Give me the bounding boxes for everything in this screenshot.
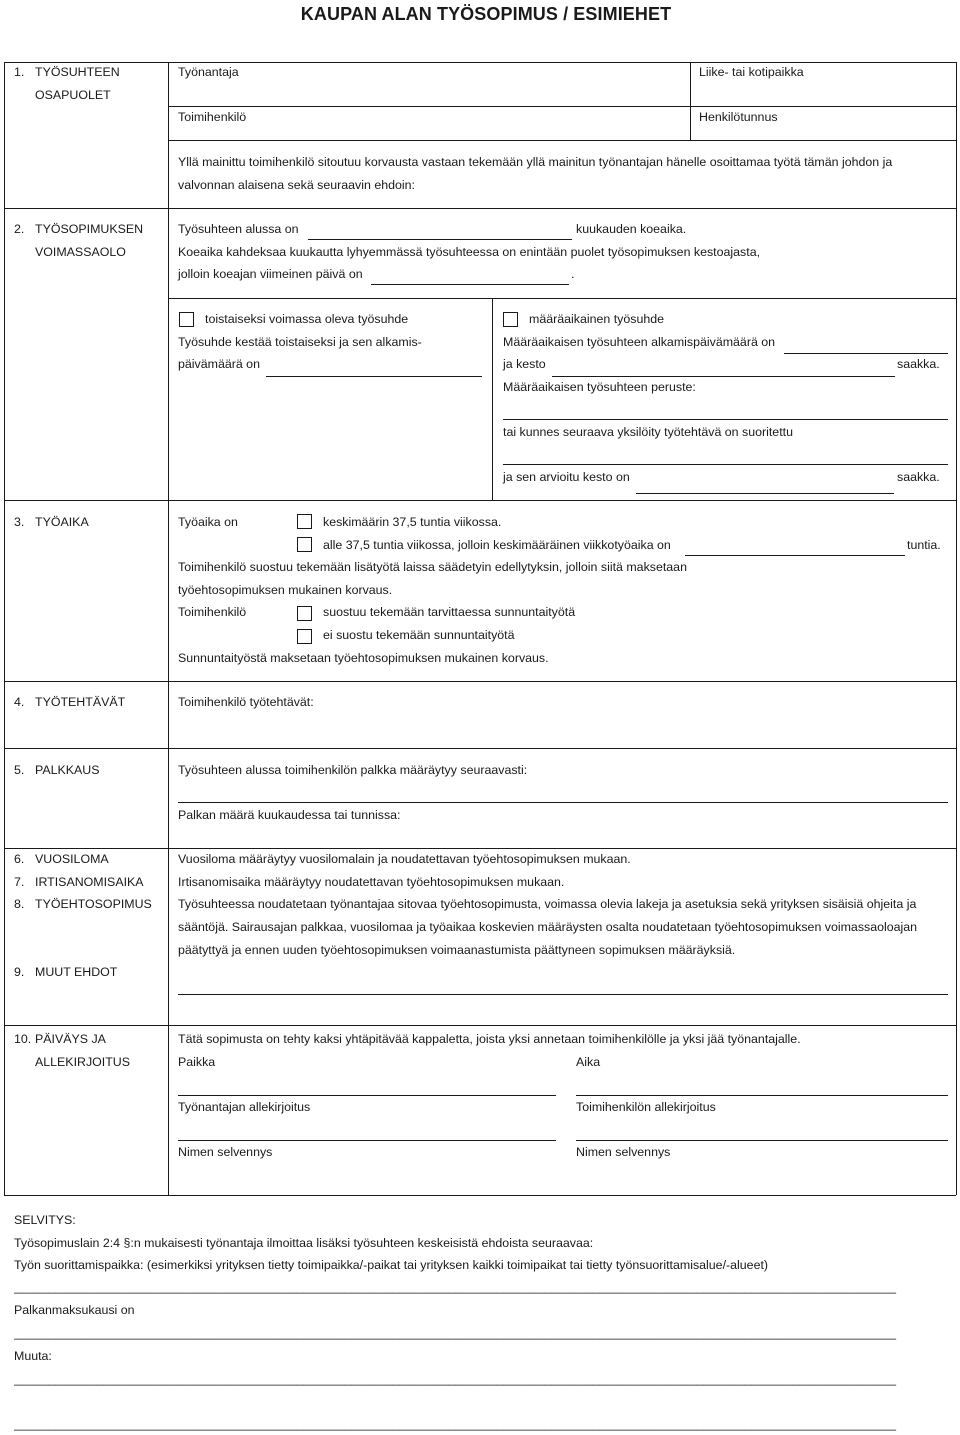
- section-heading: TYÖSOPIMUKSEN: [35, 222, 144, 236]
- sunday-work-no-label: ei suostu tekemään sunnuntaityötä: [323, 628, 515, 642]
- fixed-start-label: Määräaikaisen työsuhteen alkamispäivämäärä on: [503, 335, 776, 349]
- employee-field[interactable]: [169, 124, 689, 139]
- section-divider: [4, 748, 956, 749]
- party-divider: [168, 106, 956, 107]
- full-time-label: keskimäärin 37,5 tuntia viikossa.: [323, 515, 502, 529]
- permanent-text: päivämäärä on: [178, 357, 260, 371]
- period: .: [571, 267, 575, 281]
- overtime-text: työehtosopimuksen mukainen korvaus.: [178, 583, 393, 597]
- permanent-text: Työsuhde kestää toistaiseksi ja sen alkamis-: [178, 335, 422, 349]
- section-number: 1.: [14, 65, 25, 79]
- section-divider: [4, 1025, 956, 1026]
- place-field[interactable]: [178, 1095, 556, 1096]
- estimated-duration-label: ja sen arvioitu kesto on: [503, 470, 630, 484]
- section-heading: ALLEKIRJOITUS: [35, 1055, 131, 1069]
- employee-label: Toimihenkilö: [178, 110, 247, 124]
- section-heading: PALKKAUS: [35, 763, 100, 777]
- document-title: KAUPAN ALAN TYÖSOPIMUS / ESIMIEHET: [300, 4, 672, 24]
- part-time-checkbox[interactable]: [297, 537, 312, 552]
- agreement-text: Työsuhteessa noudatetaan työnantajaa sitovaa työehtosopimusta, voimassa olevia lakeja ja asetuksia sekä yrityksen sisäisiä ohjeita ja: [178, 897, 917, 911]
- time-label: Aika: [576, 1055, 601, 1069]
- copies-text: Tätä sopimusta on tehty kaksi yhtäpitävää kappaletta, joista yksi annetaan toimihenkilölle ja yksi jää työnantajalle.: [178, 1032, 801, 1046]
- other-label: Muuta:: [14, 1349, 52, 1363]
- table-right-border: [956, 62, 957, 1195]
- annual-leave-text: Vuosiloma määräytyy vuosilomalain ja noudatettavan työehtosopimuksen mukaan.: [178, 852, 631, 866]
- employer-name-label: Nimen selvennys: [178, 1145, 273, 1159]
- section-heading: TYÖTEHTÄVÄT: [35, 695, 126, 709]
- task-field[interactable]: [503, 464, 948, 465]
- table-top-border: [4, 62, 956, 63]
- section-heading: PÄIVÄYS JA: [35, 1032, 106, 1046]
- duties-field[interactable]: [178, 712, 948, 746]
- hours-unit: tuntia.: [907, 538, 941, 552]
- id-code-field[interactable]: [691, 124, 955, 139]
- section-number: 8.: [14, 897, 25, 911]
- section-heading: TYÖSUHTEEN: [35, 65, 120, 79]
- employee-signature-field[interactable]: [576, 1140, 948, 1141]
- trial-period-text: kuukauden koeaika.: [576, 222, 687, 236]
- fixed-duration-field[interactable]: [552, 376, 895, 377]
- fixed-reason-label: Määräaikaisen työsuhteen peruste:: [503, 380, 696, 394]
- section-number: 9.: [14, 965, 25, 979]
- section-number: 2.: [14, 222, 25, 236]
- duties-label: Toimihenkilö työtehtävät:: [178, 695, 314, 709]
- section-number: 6.: [14, 852, 25, 866]
- section-heading: MUUT EHDOT: [35, 965, 118, 979]
- section-heading: TYÖEHTOSOPIMUS: [35, 897, 152, 911]
- section-divider: [4, 500, 956, 501]
- permanent-start-date-field[interactable]: [266, 376, 482, 377]
- fixed-start-date-field[interactable]: [784, 353, 948, 354]
- trial-months-field[interactable]: [308, 239, 572, 240]
- pay-text: Työsuhteen alussa toimihenkilön palkka määräytyy seuraavasti:: [178, 763, 528, 777]
- sunday-pay-text: Sunnuntaityöstä maksetaan työehtosopimuksen mukainen korvaus.: [178, 651, 549, 665]
- explanation-text: Työsopimuslain 2:4 §:n mukaisesti työnantaja ilmoittaa lisäksi työsuhteen keskeisistä ehdoista seuraavaa:: [14, 1236, 594, 1250]
- section-heading: IRTISANOMISAIKA: [35, 875, 144, 889]
- workplace-field[interactable]: ________________________________________________________________________________________________________________________________: [14, 1280, 897, 1294]
- contract-type-divider: [168, 298, 956, 299]
- section-divider: [4, 681, 956, 682]
- other-terms-field[interactable]: [178, 994, 948, 995]
- other-field[interactable]: ________________________________________________________________________________________________________________________________: [14, 1372, 897, 1386]
- intro-paragraph: valvonnan alaisena sekä seuraavin ehdoin:: [178, 178, 415, 192]
- full-time-checkbox[interactable]: [297, 514, 312, 529]
- fixed-reason-field[interactable]: [503, 419, 948, 420]
- pay-period-label: Palkanmaksukausi on: [14, 1303, 135, 1317]
- employee-label: Toimihenkilö: [178, 605, 247, 619]
- section-heading: VUOSILOMA: [35, 852, 109, 866]
- place-label: Paikka: [178, 1055, 216, 1069]
- section-number: 4.: [14, 695, 25, 709]
- hours-label: Työaika on: [178, 515, 238, 529]
- trial-last-day-label: jolloin koeajan viimeinen päivä on: [178, 267, 363, 281]
- section-heading: VOIMASSAOLO: [35, 245, 126, 259]
- permanent-checkbox[interactable]: [179, 312, 194, 327]
- sunday-work-yes-label: suostuu tekemään tarvittaessa sunnuntaityötä: [323, 605, 576, 619]
- pay-period-field[interactable]: ________________________________________________________________________________________________________________________________: [14, 1326, 897, 1340]
- section-number: 7.: [14, 875, 25, 889]
- contract-type-column-divider: [492, 298, 493, 500]
- fixed-term-checkbox[interactable]: [503, 312, 518, 327]
- employer-signature-label: Työnantajan allekirjoitus: [178, 1100, 311, 1114]
- employer-label: Työnantaja: [178, 65, 239, 79]
- task-done-text: tai kunnes seuraava yksilöity työtehtävä on suoritettu: [503, 425, 793, 439]
- time-field[interactable]: [576, 1095, 948, 1096]
- agreement-text: päätyttyä ja ennen uuden työehtosopimuksen voimaanastumista päättyneen sopimuksen määräyksiä.: [178, 943, 736, 957]
- trial-last-day-field[interactable]: [371, 284, 569, 285]
- section-number: 3.: [14, 515, 25, 529]
- permanent-label: toistaiseksi voimassa oleva työsuhde: [205, 312, 409, 326]
- notice-period-text: Irtisanomisaika määräytyy noudatettavan työehtosopimuksen mukaan.: [178, 875, 565, 889]
- section-heading: OSAPUOLET: [35, 88, 111, 102]
- pay-amount-label: Palkan määrä kuukaudessa tai tunnissa:: [178, 808, 401, 822]
- part-time-label: alle 37,5 tuntia viikossa, jolloin keskimääräinen viikkotyöaika on: [323, 538, 671, 552]
- employee-name-label: Nimen selvennys: [576, 1145, 671, 1159]
- table-bottom-border: [4, 1195, 956, 1196]
- fixed-duration-label: ja kesto: [503, 357, 546, 371]
- employee-signature-label: Toimihenkilön allekirjoitus: [576, 1100, 716, 1114]
- sunday-work-no-checkbox[interactable]: [297, 629, 312, 644]
- section-number: 10.: [14, 1032, 32, 1046]
- trial-period-text: Työsuhteen alussa on: [178, 222, 299, 236]
- pay-amount-field[interactable]: [420, 808, 948, 826]
- section-divider: [4, 848, 956, 849]
- workplace-text: Työn suorittamispaikka: (esimerkiksi yrityksen tietty toimipaikka/-paikat tai yrityksen kaikki toimipaikat tai tietty työnsuorittamisalue/-alueet): [14, 1258, 769, 1272]
- employer-signature-field[interactable]: [178, 1140, 556, 1141]
- section-number: 5.: [14, 763, 25, 777]
- section-divider: [4, 208, 956, 209]
- other-field[interactable]: ________________________________________________________________________________________________________________________________: [14, 1417, 897, 1431]
- location-label: Liike- tai kotipaikka: [699, 65, 804, 79]
- overtime-text: Toimihenkilö suostuu tekemään lisätyötä laissa säädetyin edellytyksin, jolloin siitä maksetaan: [178, 560, 687, 574]
- until-text: saakka.: [897, 470, 940, 484]
- weekly-hours-field[interactable]: [685, 555, 905, 556]
- explanation-heading: SELVITYS:: [14, 1213, 76, 1227]
- trial-rule-text: Koeaika kahdeksaa kuukautta lyhyemmässä työsuhteessa on enintään puolet työsopimuksen kestoajasta,: [178, 245, 761, 259]
- location-field[interactable]: [691, 82, 955, 105]
- fixed-term-label: määräaikainen työsuhde: [529, 312, 665, 326]
- sunday-work-yes-checkbox[interactable]: [297, 606, 312, 621]
- until-text: saakka.: [897, 357, 940, 371]
- pay-basis-field[interactable]: [178, 802, 948, 803]
- employer-field[interactable]: [169, 82, 689, 105]
- estimated-duration-field[interactable]: [636, 493, 894, 494]
- id-code-label: Henkilötunnus: [699, 110, 778, 124]
- intro-paragraph: Yllä mainittu toimihenkilö sitoutuu korvausta vastaan tekemään yllä mainitun työnantajan hänelle osoittamaa työtä tämän johdon ja: [178, 155, 893, 169]
- party-divider: [168, 140, 956, 141]
- agreement-text: sääntöjä. Sairausajan palkkaa, vuosilomaa ja työaikaa koskevien määräysten osalta noudatetaan työehtosopimuksen voimassaoloajan: [178, 920, 918, 934]
- section-heading: TYÖAIKA: [35, 515, 89, 529]
